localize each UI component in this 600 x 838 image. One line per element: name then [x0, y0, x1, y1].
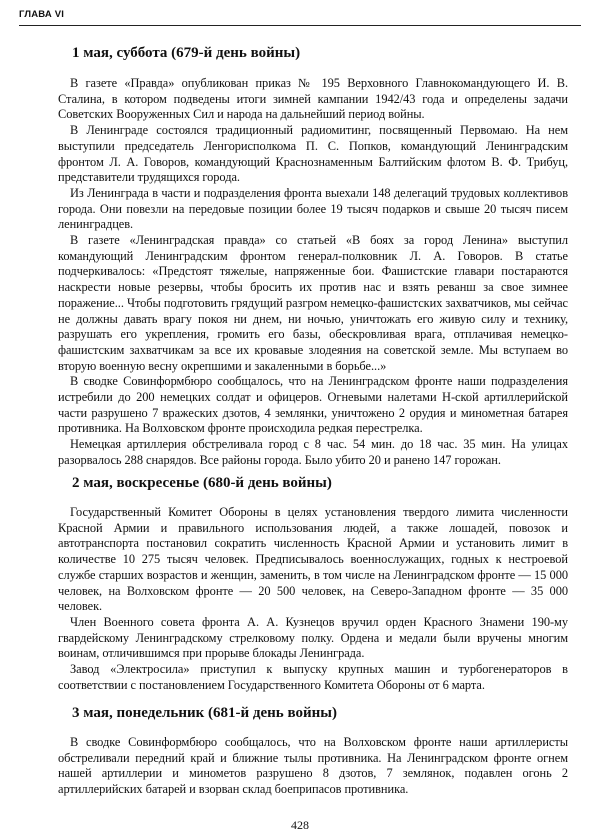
section-heading: 1 мая, суббота (679-й день войны): [72, 45, 301, 61]
paragraph: В газете «Ленинградская правда» со статьей «В боях за город Ленина» выступил командующий Ленинградским фронтом генерал-полковник Л. А. Говоров. В статье подчеркивалось: «Предстоят тяжелые, напряженные бои. Фашистские главари постараются наскрести новые резервы, чтобы бросить их против нас и взять реванш за свое зимнее поражение... Чтобы подготовить грядущий разгром немецко-фашистских захватчиков, мы сейчас не должны давать врагу покоя ни днем, ни ночью, уничтожать его живую силу и технику, разрушать его укрепления, громить его базы, обескровливая врага, отплачивая немецко-фашистским захватчикам за все их кровавые злодеяния на советской земле. Мы вступаем во вторую военную весну окрепшими и закаленными в борьбе...»: [58, 233, 568, 373]
paragraph: Из Ленинграда в части и подразделения фронта выехали 148 делегаций трудовых коллективов города. Они повезли на передовые позиции более 19 тысяч подарков и свыше 20 тысяч писем ленинградцев.: [58, 185, 568, 232]
paragraph: В Ленинграде состоялся традиционный радиомитинг, посвященный Первомаю. На нем выступили председатель Ленгорисполкома П. С. Попков, командующий Ленинградским фронтом Л. А. Говоров, командующий Краснознаменным Балтийским флотом В. Ф. Трибуц, представители трудящихся города.: [58, 123, 568, 185]
paragraph: Член Военного совета фронта А. А. Кузнецов вручил орден Красного Знамени 190-му гвардейскому Ленинградскому стрелковому полку. Ордена и медали были вручены многим воинам, отличившимся при прорыве блокады Ленинграда.: [58, 614, 568, 661]
section-may-2: [58, 474, 568, 693]
paragraph: Завод «Электросила» приступил к выпуску крупных машин и турбогенераторов в соответствии с постановлением Государственного Комитета Обороны от 6 марта.: [58, 662, 568, 692]
paragraph: Немецкая артиллерия обстреливала город с 8 час. 54 мин. до 18 час. 35 мин. На улицах разорвалось 288 снарядов. Все районы города. Было убито 20 и ранено 147 горожан.: [58, 437, 568, 467]
paragraph: В сводке Совинформбюро сообщалось, что на Ленинградском фронте наши подразделения истребили до 200 немецких солдат и офицеров. Огневыми налетами Н-ской артиллерийской части разрушено 7 вражеских дзотов, 4 землянки, уничтожено 2 орудия и минометная батарея противника. На Волховском фронте происходила редкая перестрелка.: [58, 374, 568, 436]
page-number: 428: [291, 818, 309, 832]
paragraph: В газете «Правда» опубликован приказ № 195 Верховного Главнокомандующего И. В. Сталина, в котором подведены итоги зимней кампании 1942/43 года и определены задачи Советских Вооруженных Сил и народа на дальнейший период войны.: [58, 76, 568, 122]
header-rule: [19, 25, 581, 26]
section-may-1: [58, 44, 568, 469]
running-head-chapter: ГЛАВА VI: [19, 9, 65, 20]
paragraph: В сводке Совинформбюро сообщалось, что на Волховском фронте наши артиллеристы обстреливали передний край и ближние тылы противника. На Ленинградском фронте огнем нашей артиллерии и минометов разрушено 8 дзотов, 7 землянок, подавлен огонь 2 артиллерийских батарей и взорван склад боеприпасов противника.: [58, 735, 568, 797]
section-may-3: [58, 704, 568, 798]
section-heading: 3 мая, понедельник (681-й день войны): [72, 705, 337, 721]
paragraph: Государственный Комитет Обороны в целях установления твердого лимита численности Красной Армии и правильного использования людей, а также лошадей, повозок и автотранспорта постановил сократить численность Красной Армии и установить лимит в количестве 10 275 тысяч человек. Предписывалось военнослужащих, годных к нестроевой службе старших возрастов и женщин, заменить, в том числе на Ленинградском фронте — 15 000 человек, на Волховском фронте — 20 500 человек, на Северо-Западном фронте — 35 000 человек.: [58, 505, 568, 614]
section-heading: 2 мая, воскресенье (680-й день войны): [72, 475, 332, 491]
